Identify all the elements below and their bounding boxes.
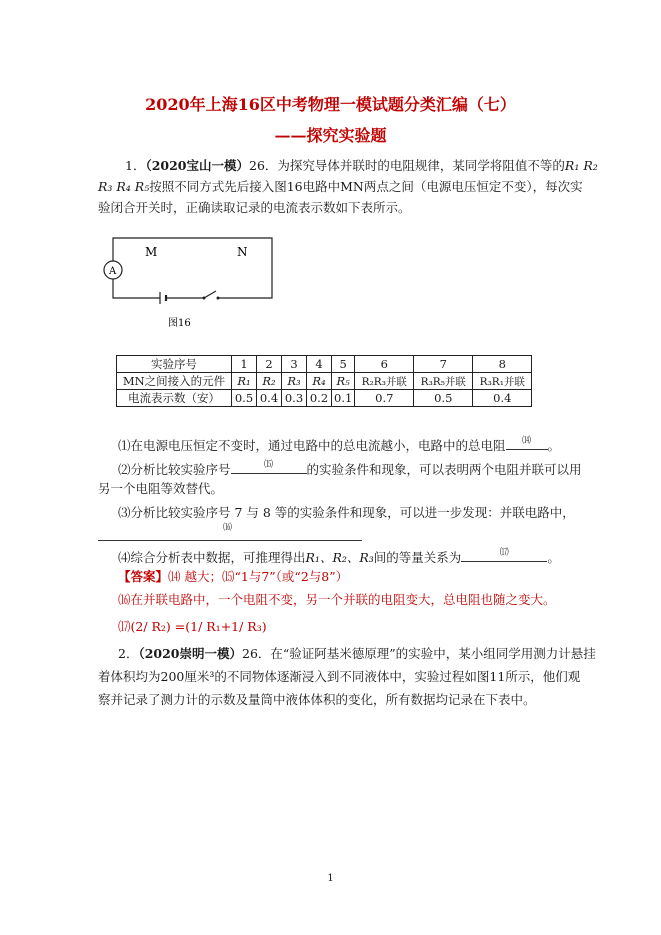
q2-line-3: 察并记录了测力计的示数及量筒中液体体积的变化，所有数据均记录在下表中。: [98, 692, 536, 707]
q1-source: （2020宝山一模）: [145, 158, 249, 173]
blank-mark-15: ⒂: [264, 460, 274, 470]
table-cell: 3: [282, 356, 307, 373]
q1-sub4-text-a: ⑷综合分析表中数据，可推理得出: [118, 550, 306, 565]
figure-caption: 图16: [168, 318, 191, 329]
q1-r1r2: R₁ R₂: [564, 158, 598, 173]
q1-line-3: 验闭合开关时，正确读取记录的电流表示数如下表所示。: [98, 200, 411, 215]
q1-sub2-text-b: 的实验条件和现象，可以表明两个电阻并联可以用: [306, 462, 582, 477]
table-cell: 0.4: [473, 390, 532, 407]
blank-mark-16: ⒃: [223, 523, 233, 533]
q1-sub1-end: 。: [547, 438, 561, 453]
table-cell: R₃: [282, 373, 307, 390]
q1-sub4-text-b: 间的等量关系为: [373, 550, 462, 565]
q2-line-2: 着体积均为200厘米³的不同物体逐渐浸入到不同液体中，实验过程如图11所示，他们观: [98, 669, 581, 684]
table-row-header: 实验序号: [117, 356, 232, 373]
q1-sub1-text: ⑴在电源电压恒定不变时，通过电路中的总电流越小，电路中的总电阻: [118, 438, 506, 453]
answer-line-2: ⒃在并联电路中，一个电阻不变，另一个并联的电阻变大，总电阻也随之变大。: [118, 592, 556, 607]
table-cell: 0.5: [232, 390, 257, 407]
table-cell: R₃R₅并联: [414, 373, 473, 390]
q1-sub4-r: R₁、R₂、R₃: [305, 550, 374, 565]
table-cell: 6: [355, 356, 414, 373]
q1-sub-3: ⑶分析比较实验序号 7 与 8 等的实验条件和现象，可以进一步发现：并联电路中，: [118, 505, 575, 520]
q1-line-2: [98, 180, 583, 194]
answer-blank-16[interactable]: [98, 523, 362, 541]
q2-line-1: [118, 647, 596, 661]
table-cell: 7: [414, 356, 473, 373]
table-cell: 5: [332, 356, 355, 373]
answer-line-3: ⒄(2/ R₂) =(1/ R₁+1/ R₃): [118, 619, 267, 634]
table-cell: R₁: [232, 373, 257, 390]
circuit-diagram-16: [100, 232, 280, 337]
document-title: 2020年上海16区中考物理一模试题分类汇编（七）: [145, 95, 516, 114]
node-m-label: M: [145, 245, 158, 259]
table-cell: 0.2: [307, 390, 332, 407]
table-row: [117, 356, 532, 373]
q1-line1-text: 为探究导体并联时的电阻规律，某同学将阻值不等的: [277, 158, 565, 173]
page-number: 1: [327, 873, 334, 884]
table-row-header: 电流表示数（安）: [117, 390, 232, 407]
table-row-header: MN之间接入的元件: [117, 373, 232, 390]
q2-source: （2020崇明一模）: [138, 646, 242, 661]
node-n-label: N: [237, 245, 248, 259]
table-cell: R₂: [257, 373, 282, 390]
q1-number: 1．: [125, 158, 146, 173]
q1-sub-4: [118, 549, 560, 565]
blank-mark-14: ⒁: [522, 436, 532, 446]
table-cell: R₃R₁并联: [473, 373, 532, 390]
table-cell: 2: [257, 356, 282, 373]
q1-sub4-end: 。: [547, 550, 560, 565]
q1-sub-2-cont: 另一个电阻等效替代。: [98, 481, 224, 496]
table-cell: 0.1: [332, 390, 355, 407]
answer-14-15: ⒁ 越大；⒂“1与7”（或“2与8”）: [168, 569, 349, 584]
answer-line-1: [118, 570, 348, 584]
table-cell: R₅: [332, 373, 355, 390]
table-cell: 0.4: [257, 390, 282, 407]
table-cell: 0.3: [282, 390, 307, 407]
switch-blade: [204, 291, 216, 298]
q1-line2-text: 按照不同方式先后接入图16电路中MN两点之间（电源电压恒定不变），每次实: [149, 179, 583, 194]
table-row: [117, 373, 532, 390]
q1-sub-2: [118, 461, 582, 477]
table-row: [117, 390, 532, 407]
table-cell: 4: [307, 356, 332, 373]
table-cell: 8: [473, 356, 532, 373]
answer-blank-15[interactable]: [231, 461, 307, 474]
q1-r3r4r5: R₃ R₄ R₅: [98, 179, 150, 194]
q1-sub2-text-a: ⑵分析比较实验序号: [118, 462, 231, 477]
answer-blank-14[interactable]: [506, 437, 548, 450]
table-cell: 0.5: [414, 390, 473, 407]
q1-question-no: 26．: [249, 158, 278, 173]
ammeter-label: A: [109, 266, 117, 277]
q1-line-1: [125, 159, 598, 173]
table-cell: 0.7: [355, 390, 414, 407]
answer-label: 【答案】: [118, 569, 169, 584]
q1-sub-1: [118, 437, 560, 453]
blank-mark-17: ⒄: [499, 548, 509, 558]
experiment-table: [116, 355, 532, 407]
document-subtitle: ——探究实验题: [274, 126, 387, 145]
table-cell: R₂R₃并联: [355, 373, 414, 390]
table-cell: R₄: [307, 373, 332, 390]
q2-question-no: 26．: [242, 646, 271, 661]
answer-blank-17[interactable]: [461, 549, 547, 562]
q2-number: 2．: [118, 646, 139, 661]
table-cell: 1: [232, 356, 257, 373]
q2-line1-text: 在“验证阿基米德原理”的实验中，某小组同学用测力计悬挂: [270, 646, 596, 661]
